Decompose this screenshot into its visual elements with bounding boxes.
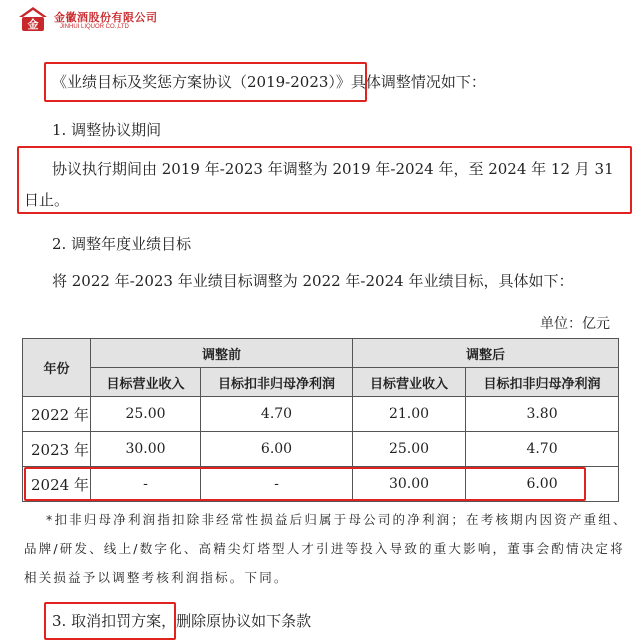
section2-title: 2. 调整年度业绩目标	[52, 235, 192, 253]
company-name-cn: 金徽酒股份有限公司	[54, 11, 158, 24]
section1-line1: 协议执行期间由 2019 年-2023 年调整为 2019 年-2024 年，至 2024 年 12 月 31	[52, 160, 614, 178]
cell-before-revenue: 25.00	[91, 397, 201, 432]
cell-before-revenue: 30.00	[91, 432, 201, 467]
cell-after-revenue: 30.00	[353, 467, 466, 502]
table-row	[23, 397, 619, 432]
header-before: 调整前	[91, 339, 353, 368]
section3-title: 3. 取消扣罚方案	[52, 612, 162, 630]
cell-before-profit: 4.70	[201, 397, 353, 432]
cell-after-profit: 4.70	[466, 432, 619, 467]
cell-year: 2023 年	[23, 432, 91, 467]
section1-title: 1. 调整协议期间	[52, 121, 162, 139]
svg-text:金: 金	[27, 18, 39, 31]
company-name-en: JINHUI LIQUOR CO.,LTD	[60, 24, 129, 30]
header-year: 年份	[23, 339, 91, 397]
cell-before-revenue: -	[91, 467, 201, 502]
cell-before-profit: -	[201, 467, 353, 502]
section1-line2: 日止。	[24, 191, 70, 209]
footnote-line1: *扣非归母净利润指扣除非经常性损益后归属于母公司的净利润；在考核期内因资产重组、	[46, 512, 628, 527]
highlight-box-2024-row	[24, 467, 586, 501]
header-after-profit: 目标扣非归母净利润	[466, 368, 619, 397]
header-before-revenue: 目标营业收入	[91, 368, 201, 397]
section3-rest: ，删除原协议如下条款	[161, 612, 312, 630]
cell-year: 2024 年	[23, 467, 91, 502]
footnote-line3: 相关损益予以调整考核利润指标。下同。	[24, 570, 289, 585]
intro-text: 《业绩目标及奖惩方案协议（2019-2023）》具体调整情况如下：	[52, 73, 486, 91]
footnote-line2: 品牌/研发、线上/数字化、高精尖灯塔型人才引进等投入导致的重大影响，董事会酌情决定将	[24, 541, 625, 556]
company-logo-icon	[18, 6, 48, 32]
cell-year: 2022 年	[23, 397, 91, 432]
section2-desc: 将 2022 年-2023 年业绩目标调整为 2022 年-2024 年业绩目标，具体如下：	[52, 272, 574, 290]
unit-label: 单位：亿元	[540, 316, 610, 332]
section3-line	[52, 612, 311, 630]
table-row	[23, 432, 619, 467]
header-after-revenue: 目标营业收入	[353, 368, 466, 397]
cell-before-profit: 6.00	[201, 432, 353, 467]
cell-after-revenue: 21.00	[353, 397, 466, 432]
cell-after-profit: 3.80	[466, 397, 619, 432]
cell-after-revenue: 25.00	[353, 432, 466, 467]
highlight-box-period	[17, 146, 632, 214]
header-before-profit: 目标扣非归母净利润	[201, 368, 353, 397]
header-after: 调整后	[353, 339, 619, 368]
cell-after-profit: 6.00	[466, 467, 619, 502]
